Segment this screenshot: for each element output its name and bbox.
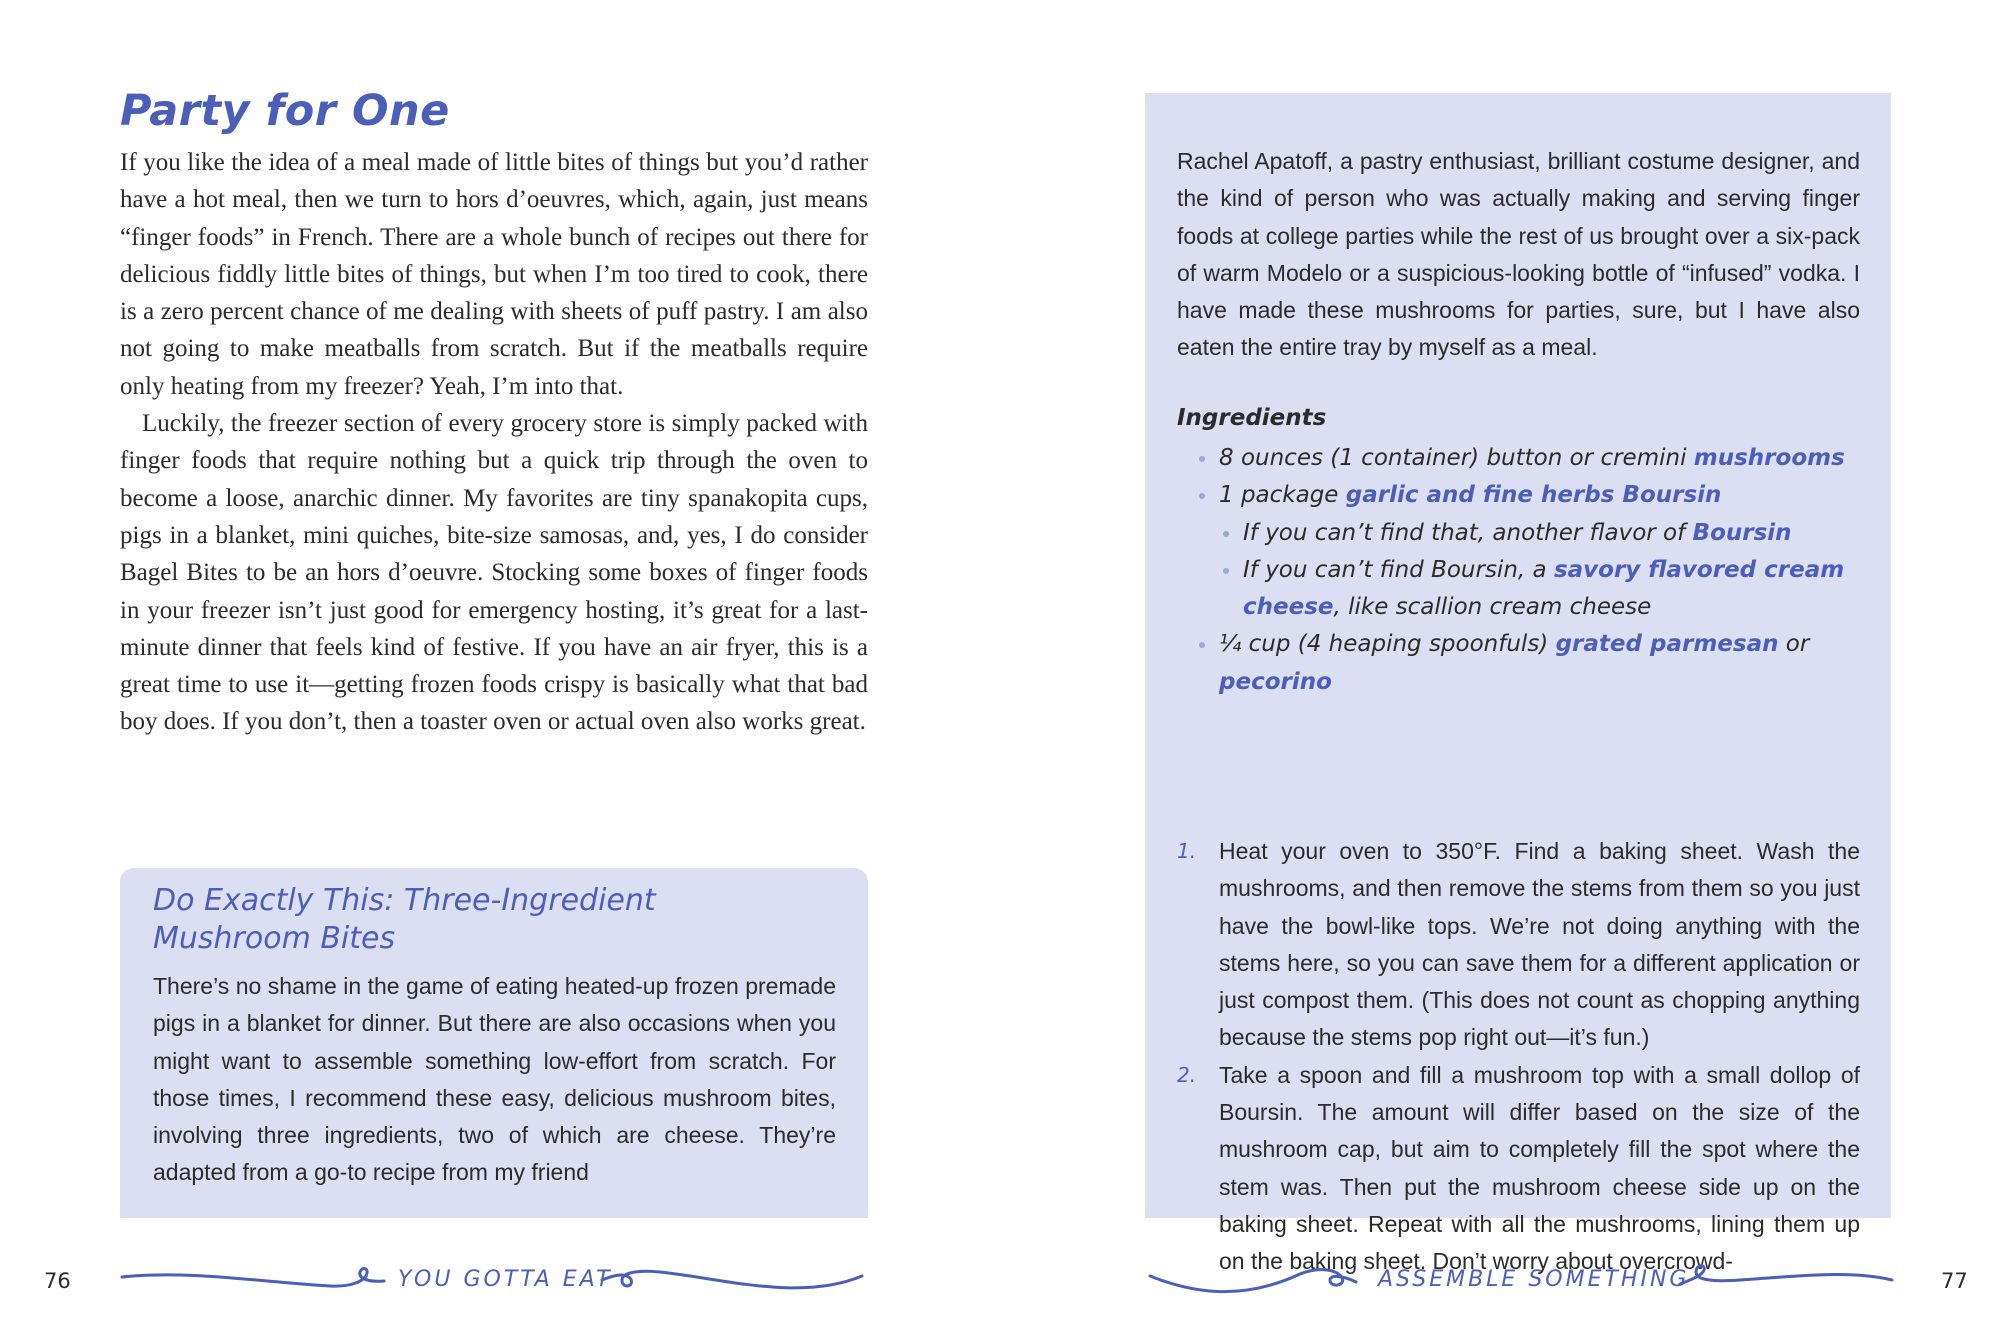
right-page bbox=[1000, 0, 2000, 1333]
bullet-icon bbox=[1223, 568, 1229, 574]
body-paragraph-2: Luckily, the freezer section of every grocery store is simply packed with finger foods that require nothing but a quick trip through the oven to become a loose, anarchic dinner. My favorites are tiny spanakopita cups, pigs in a blanket, mini quiches, bite-size samosas, and, yes, I do consider Bagel Bites to be an hors d’oeuvre. Stocking some boxes of finger foods in your freezer isn’t just good for emergency hosting, it’s great for a last-minute dinner that feels kind of festive. If you have an air fryer, this is a great time to use it—getting frozen foods crispy is basically what that bad boy does. If you don’t, then a toaster oven or actual oven also works great. bbox=[120, 410, 868, 736]
ingredient-item: ¼ cup (4 heaping spoonfuls) grated parmesan or pecorino bbox=[1177, 626, 1860, 701]
ingredient-item: 1 package garlic and fine herbs Boursin bbox=[1177, 477, 1860, 514]
ingredients-list bbox=[1177, 440, 1860, 701]
sidebar-title-line1: Do Exactly This: Three-Ingredient bbox=[153, 883, 656, 918]
body-text bbox=[120, 144, 868, 741]
step-number: 2. bbox=[1177, 1062, 1197, 1087]
sidebar-title-line2: Mushroom Bites bbox=[153, 921, 396, 956]
ingredient-sub-item: If you can’t find Boursin, a savory flavored cream cheese, like scallion cream cheese bbox=[1177, 552, 1860, 627]
page-title: Party for One bbox=[120, 86, 450, 136]
recipe-sidebar bbox=[120, 868, 868, 1218]
bullet-icon bbox=[1199, 642, 1205, 648]
step-text: Heat your oven to 350°F. Find a baking sheet. Wash the mushrooms, and then remove the stems from them so you just have the bowl-like tops. We’re not doing anything with the stems here, so you can save them for a different application or just compost them. (This does not count as chopping anything because the stems pop right out—it’s fun.) bbox=[1219, 838, 1860, 1051]
step-number: 1. bbox=[1177, 839, 1197, 863]
step-text: Take a spoon and fill a mushroom top with a small dollop of Boursin. The amount will differ based on the size of the mushroom cap, but aim to completely fill the spot where the stem was. Then put the mushroom cheese side up on the baking sheet. Repeat with all the mushrooms, lining them up on the baking sheet. Don’t worry about overcrowd- bbox=[1219, 1061, 1860, 1275]
ingredient-item: 8 ounces (1 container) button or cremini mushrooms bbox=[1177, 440, 1860, 477]
ingredients-heading: Ingredients bbox=[1177, 405, 1327, 431]
recipe-continuation-box bbox=[1145, 93, 1891, 1275]
page-number-left: 76 bbox=[44, 1269, 71, 1293]
body-paragraph-1: If you like the idea of a meal made of little bites of things but you’d rather have a hot meal, then we turn to hors d’oeuvres, which, again, just means “finger foods” in French. There are a whole bunch of recipes out there for delicious fiddly little bites of things, but when I’m too tired to cook, there is a zero percent chance of me dealing with sheets of puff pastry. I am also not going to make meatballs from scratch. But if the meatballs require only heating from my freezer? Yeah, I’m into that. bbox=[120, 149, 868, 400]
recipe-steps bbox=[1177, 833, 1860, 1281]
recipe-step bbox=[1177, 833, 1860, 1057]
page-number-right: 77 bbox=[1941, 1269, 1968, 1293]
sidebar-continued-text: Rachel Apatoff, a pastry enthusiast, brilliant costume designer, and the kind of person who was actually making and serving finger foods at college parties while the rest of us brought over a six-pack of warm Modelo or a suspicious-looking bottle of “infused” vodka. I have made these mushrooms for parties, sure, but I have also eaten the entire tray by myself as a meal. bbox=[1177, 148, 1860, 361]
running-head-right: ASSEMBLE SOMETHING bbox=[1378, 1267, 1690, 1292]
bullet-icon bbox=[1199, 493, 1205, 499]
sidebar-title bbox=[153, 882, 753, 958]
ingredient-sub-item: If you can’t find that, another flavor of Boursin bbox=[1177, 515, 1860, 552]
bullet-icon bbox=[1223, 531, 1229, 537]
running-head-left: YOU GOTTA EAT bbox=[398, 1267, 613, 1292]
recipe-step bbox=[1177, 1057, 1860, 1281]
bullet-icon bbox=[1199, 456, 1205, 462]
sidebar-body: There’s no shame in the game of eating heated-up frozen premade pigs in a blanket for dinner. But there are also occasions when you might want to assemble something low-effort from scratch. For those times, I recommend these easy, delicious mushroom bites, involving three ingredients, two of which are cheese. They’re adapted from a go-to recipe from my friend bbox=[153, 973, 836, 1186]
